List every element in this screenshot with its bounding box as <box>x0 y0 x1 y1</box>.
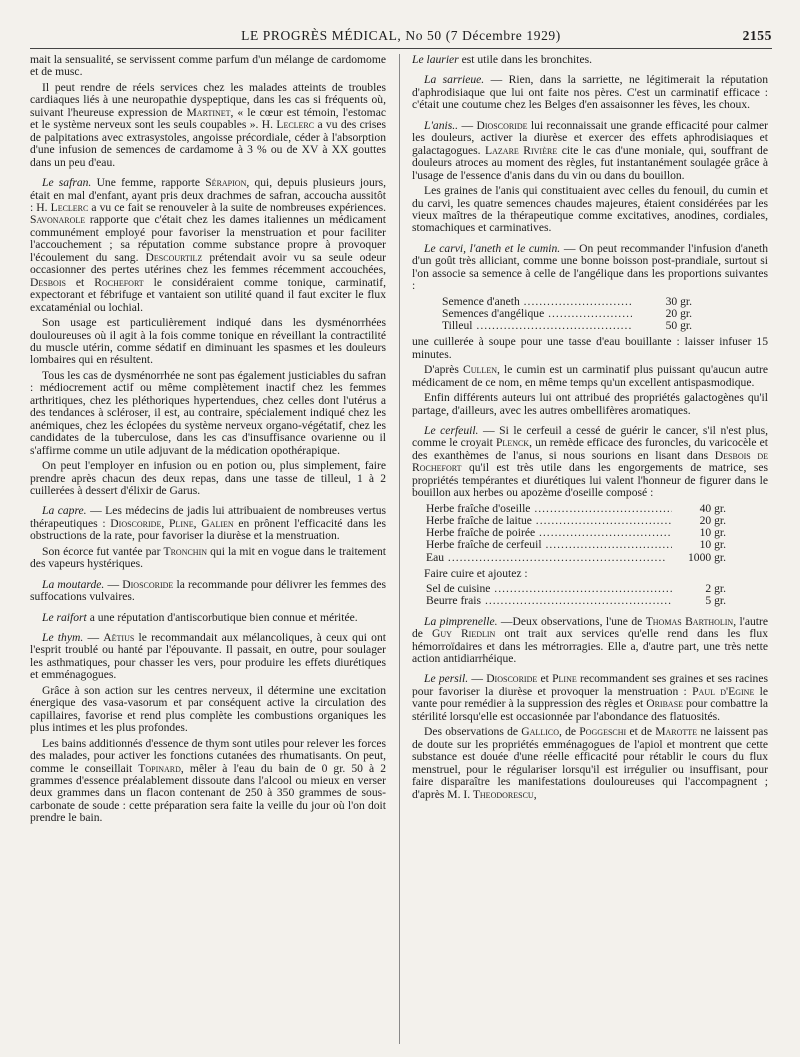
recipe-row: Semences d'angélique ..... 20 gr. <box>442 308 692 320</box>
author-name: Marotte <box>655 725 698 739</box>
author-name: Topinard <box>138 761 181 775</box>
entry-safran: Le safran. Une femme, rapporte Sérapion, qui, depuis plusieurs jours, était en mal d'enfant, ayant pris deux drachmes de safran, accoucha aussitôt : H. Leclerc a vu ce fait se renouveler à la suite de nombreuses expériences. Savonarole rapporte que c'était chez les dames italiennes un médicament communément employé pour favoriser la menstruation et pour faciliter l'accouchement ; sa réputation comme substance propre à provoquer l'écoulement du sang. Descourtilz prétendait avoir vu sa seule odeur occasionner des pertes utérines chez les femmes récemment accouchées, Desbois et Rochefort le considéraient comme tonique, carminatif, expectorant et fébrifuge et vantaient son utilité quand il faut exciter le flux excataménial ou lochial. <box>30 176 386 314</box>
recipe-row: Eau ..... 1000 gr. <box>426 552 726 564</box>
author-name: Dioscoride <box>110 516 162 530</box>
recipe-row: Tilleul ..... 50 gr. <box>442 320 692 332</box>
entry-pimprenelle: La pimprenelle. —Deux observations, l'une de Thomas Bartholin, l'autre de Guy Riedlin ont trait aux services qu'elle rend dans les flux hémorroïdaires et dans les métrorragies. Elle a, d'autre part, une très nette action antidiarrhéique. <box>412 614 768 665</box>
author-name: Desbois <box>30 275 66 289</box>
author-name: Lazare Rivière <box>485 143 558 157</box>
recipe-note: Faire cuire et ajoutez : <box>424 566 528 580</box>
entry-moutarde: La moutarde. — Dioscoride la recommande pour délivrer les femmes des suffocations vulvaires. <box>30 577 386 604</box>
author-name: Cullen <box>463 363 497 377</box>
entry-cerfeuil: Le cerfeuil. — Si le cerfeuil a cessé de guérir le cancer, s'il n'est plus, comme le croyait Plenck, un remède efficace des furoncles, du varicocèle et des exanthèmes de l'anus, si nous sourions en lisant dans Desbois de Rochefort qu'il est très utile dans les engorgements de matrice, ses propriétés tempérantes et diurétiques lui valent l'honneur de figurer dans le bouillon aux herbes ou apozème d'oseille composé : <box>412 424 768 500</box>
author-name: Tronchin <box>163 544 208 558</box>
recipe-row: Beurre frais ..... 5 gr. <box>426 595 726 607</box>
author-name: Galien <box>201 516 234 530</box>
recipe-row: Sel de cuisine ..... 2 gr. <box>426 583 726 595</box>
entry-title: Le raifort <box>42 610 87 624</box>
entry-title: Le laurier <box>412 54 459 66</box>
recipe-row: Herbe fraîche d'oseille ..... 40 gr. <box>426 503 726 515</box>
paragraph: mait la sensualité, se servissent comme parfum d'un mélange de cardomome et de musc. <box>30 54 386 79</box>
entry-capre: La capre. — Les médecins de jadis lui attribuaient de nombreuses vertus thérapeutiques : Dioscoride, Pline, Galien en prônent l'efficacité dans les obstructions de la rate, pour favoriser la diurèse et la menstruation. <box>30 504 386 543</box>
author-name: Dioscoride <box>486 672 538 686</box>
paragraph: D'après Cullen, le cumin est un carminatif plus puissant qu'aucun autre médicament de ce nom, en même temps qu'un excellent antispasmodique. <box>412 363 768 389</box>
entry-title: La sarrieue. <box>424 73 485 87</box>
recipe-row: Herbe fraîche de laitue ..... 20 gr. <box>426 515 726 527</box>
paragraph: Les bains additionnés d'essence de thym sont utiles pour relever les forces des malades, pour activer les fonctions cutanées des rhumatisants. On peut, comme le conseillait Topinard, mêler à l'eau du bain de 0 gr. 50 à 2 grammes d'essence préalablement dissoute dans l'alcool ou mieux en verser deux grammes dans un flacon contenant de 250 à 350 grammes de sous-carbonate de soude : cette préparation sera faite la veille du jour où l'on doit prendre le bain. <box>30 736 386 825</box>
author-name: Descourtilz <box>145 250 203 264</box>
author-name: Leclerc <box>276 118 315 132</box>
header-rule <box>30 48 772 49</box>
running-title: LE PROGRÈS MÉDICAL, No 50 (7 Décembre 1929) <box>241 28 561 43</box>
author-name: Plenck <box>495 436 530 450</box>
recipe-apozeme <box>426 503 726 564</box>
author-name: Martinet <box>186 105 231 119</box>
author-name: Poggeschi <box>579 725 627 739</box>
entry-laurier: Le laurier est utile dans les bronchites. <box>412 54 593 66</box>
entry-anis: L'anis.. — Dioscoride lui reconnaissait une grande efficacité pour calmer les douleurs, activer la diurèse et exercer des effets aphrodisiaques et galactagogues. Lazare Rivière cite le cas d'une moniale, qui, souffrant de douleurs atroces au moment des règles, fut instantanément soulagée grâce à l'usage de l'essence d'anis dans du vin ou dans du bouillon. <box>412 118 768 182</box>
author-name: Guy Riedlin <box>431 627 496 641</box>
entry-title: Le carvi, l'aneth et le cumin. <box>424 241 561 255</box>
paragraph: Des observations de Gallico, de Poggeschi et de Marotte ne laissent pas de doute sur les propriétés emménagogues de l'apiol et montrent que cette substance est douée d'une réelle efficacité pour rétablir le cours du flux menstruel, pour le régulariser lorsqu'il est irrégulier ou insuffisant, pour faire disparaître les manifestations douloureuses qui l'accompagnent ; d'après M. I. Theodorescu, <box>412 725 768 801</box>
entry-title: Le thym. <box>42 631 84 645</box>
entry-title: La capre. <box>42 504 87 518</box>
author-name: Thomas Bartholin <box>645 614 734 628</box>
recipe-row: Herbe fraîche de poirée ..... 10 gr. <box>426 527 726 539</box>
author-name: Gallico <box>521 725 559 739</box>
author-name: Dioscoride <box>476 118 528 132</box>
paragraph: Grâce à son action sur les centres nerveux, il détermine une excitation énergique des vasa-vasorum et par conséquent active la circulation des capillaires, favorise et rend plus complète les combustions organiques les plus intimes et les plus profondes. <box>30 683 386 735</box>
paragraph: Tous les cas de dysménorrhée ne sont pas également justiciables du safran : médiocrement actif ou même complètement inactif chez les femmes arthritiques, chez les pléthoriques hypertendues, chez celles dont l'utérus a des tendances à scléroser, il est, au contraire, spécialement indiqué chez les anémiques, chez les éclopées du système nerveux organo-végétatif, chez les candidates de la tuberculose, dans les cas d'insuffisance ovarienne ou il s'affirme comme un utile adjuvant de la médication opothérapique. <box>30 368 386 457</box>
column-divider <box>399 54 400 1044</box>
entry-title: Le cerfeuil. <box>424 424 479 438</box>
entry-thym: Le thym. — Aëtius le recommandait aux mélancoliques, à ceux qui ont l'esprit troublé ou hanté par l'épouvante. Il passait, en outre, pour soulager les asthmatiques, pour chasser les vers, pour produire les effets diurétiques et emménagogues. <box>30 631 386 682</box>
author-name: Desbois de Rochefort <box>412 448 768 475</box>
author-name: Aëtius <box>103 631 135 645</box>
running-header <box>30 26 772 48</box>
author-name: Sérapion <box>205 176 247 190</box>
recipe-row: Semence d'aneth ..... 30 gr. <box>442 296 692 308</box>
recipe-additions <box>426 583 726 607</box>
author-name: M. I. Theodorescu <box>447 787 534 801</box>
entry-carvi: Le carvi, l'aneth et le cumin. — On peut recommander l'infusion d'aneth d'un goût très alliciant, comme une bonne boisson post-prandiale, surtout si l'on associe sa semence à celle de l'angélique dans les proportions suivantes : <box>412 241 768 293</box>
entry-title: Le persil. <box>424 672 469 686</box>
paragraph: Enfin différents auteurs lui ont attribué des propriétés galactogènes qu'il partage, d'ailleurs, avec les autres ombellifères aromatiques. <box>412 391 768 417</box>
entry-persil: Le persil. — Dioscoride et Pline recommandent ses graines et ses racines pour favoriser la diurèse et provoquer la menstruation : Paul d'Egine le vante pour remédier à la suppression des règles et Oribase pour combattre la stérilité lorsqu'elle est occasionnée par l'abondance des flatuosités. <box>412 672 768 723</box>
left-column <box>30 54 386 1046</box>
paragraph: Les graines de l'anis qui constituaient avec celles du fenouil, du cumin et du carvi, les quatre semences chaudes majeures, étaient considérées par les vieux maîtres de la thérapeutique comme excitatives, anodines, cordiales, stomachiques et carminatives. <box>412 184 768 235</box>
recipe-row: Herbe fraîche de cerfeuil ..... 10 gr. <box>426 539 726 551</box>
paragraph: Son écorce fut vantée par Tronchin qui la mit en vogue dans le traitement des vapeurs hystériques. <box>30 544 386 571</box>
author-name: Pline <box>168 516 194 530</box>
paragraph: Son usage est particulièrement indiqué dans les dysménorrhées douloureuses où il agit à la fois comme tonique en réveillant la contractilité du muscle utérin, comme sédatif en diminuant les spasmes et les douleurs lombaires qui en résultent. <box>30 316 386 367</box>
entry-title: Le safran. <box>42 176 92 190</box>
author-name: Savonarole <box>30 213 86 227</box>
author-name: Leclerc <box>50 200 89 214</box>
author-name: Dioscoride <box>122 577 174 591</box>
page-number: 2155 <box>742 28 772 43</box>
entry-raifort: Le raifort a une réputation d'antiscorbutique bien connue et méritée. <box>42 610 358 624</box>
author-name: Rochefort <box>94 275 144 289</box>
recipe-aneth <box>442 296 692 333</box>
recipe-note: une cuillerée à soupe pour une tasse d'eau bouillante : laisser infuser 15 minutes. <box>412 335 768 361</box>
entry-sarriette: La sarrieue. — Rien, dans la sarriette, ne légitimerait la réputation d'aphrodisiaque que lui ont faite nos pères. C'est un carminatif efficace : c'était une coutume chez les Belges d'en assaisonner les fèves, les choux. <box>412 73 768 112</box>
right-column <box>412 54 768 1046</box>
entry-title: La pimprenelle. <box>424 614 498 628</box>
paragraph: Il peut rendre de réels services chez les malades atteints de troubles cardiaques liés à une neuropathie dyspeptique, dans les cas si fréquents où, suivant l'heureuse expression de Martinet, « le cœur est témoin, l'estomac et le système nerveux sont les seuls coupables ». H. Leclerc a vu des crises de palpitations avec extrasystoles, angoisse précordiale, céder à l'absorption d'une infusion de semences de cardamome à 3 % ou de XV à XX gouttes dans un peu d'eau. <box>30 80 386 169</box>
entry-title: L'anis.. <box>424 118 459 132</box>
entry-title: La moutarde. <box>42 577 105 591</box>
author-name: Pline <box>552 672 577 686</box>
paragraph: On peut l'employer en infusion ou en potion ou, plus simplement, faire prendre après chacun des deux repas, dans une tasse de tilleul, 1 à 2 cuillerées à dessert d'élixir de Garus. <box>30 459 386 497</box>
author-name: Oribase <box>646 697 684 711</box>
author-name: Paul d'Egine <box>692 684 755 698</box>
